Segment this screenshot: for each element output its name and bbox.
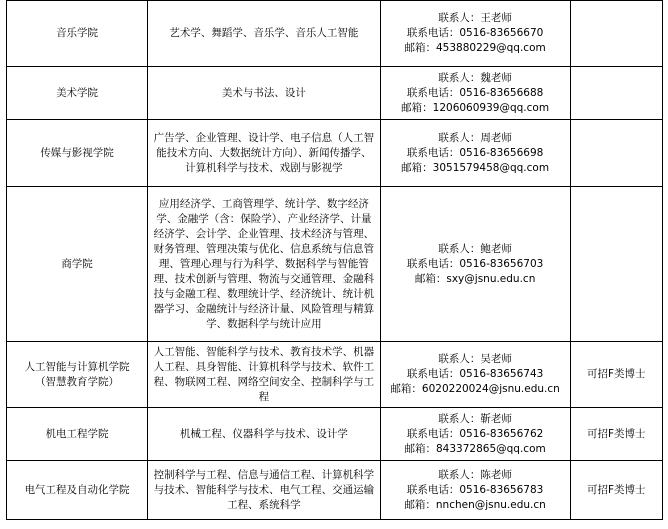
note-cell [570,120,662,187]
college-cell: 美术学院 [7,67,148,120]
contact-phone: 联系电话：0516-83656762 [406,427,544,440]
note-cell [570,187,662,342]
majors-text: 艺术学、舞蹈学、音乐学、音乐人工智能 [169,27,359,39]
table-row [7,342,663,408]
majors-text: 控制科学与工程、信息与通信工程、计算机科学与技术、智能科学与技术、电气工程、交通运输工程、系统科学 [153,468,375,511]
majors-text: 广告学、企业管理、设计学、电子信息（人工智能技术方向、大数据统计方向）、新闻传播学、计算机科学与技术、戏剧与影视学 [153,131,375,174]
contact-cell [380,67,570,120]
contact-phone: 联系电话：0516-83656688 [406,86,544,99]
majors-cell [148,342,381,408]
contact-cell [380,1,570,67]
majors-cell [148,187,381,342]
majors-cell [148,408,381,461]
contact-phone: 联系电话：0516-83656783 [406,483,544,496]
contact-email: 邮箱：3051579458@qq.com [401,161,550,174]
majors-cell [148,67,381,120]
college-cell: 电气工程及自动化学院 [7,461,148,520]
majors-text: 机械工程、仪器科学与技术、设计学 [179,427,348,440]
contact-person: 联系人：陈老师 [438,468,512,481]
contact-email: 邮箱：6020220024@jsnu.edu.cn [390,383,560,395]
contact-email: 邮箱：453880229@qq.com [404,42,546,54]
contact-person: 联系人：王老师 [438,12,512,24]
note-cell [570,1,662,67]
college-cell: 商学院 [7,187,148,342]
contact-email: 邮箱：nnchen@jsnu.edu.cn [404,498,546,511]
contact-phone: 联系电话：0516-83656743 [406,368,544,380]
contact-person: 联系人：周老师 [438,131,512,144]
table-body [7,1,663,520]
majors-text: 应用经济学、工商管理学、统计学、数字经济学、金融学（含：保险学）、产业经济学、计量经济学、会计学、企业管理、技术经济与管理、财务管理、管理决策与优化、信息系统与信息管理、管理心理与行为科学、数据科学与智能管理、技术创新与管理、物流与交通管理、金融科技与金融工程、数理统计学、经济统计、统计机器学习、金融统计与经济计量、风险管理与精算学、数据科学与统计应用 [153,197,375,330]
college-cell: 音乐学院 [7,1,148,67]
contact-email: 邮箱：sxy@jsnu.edu.cn [414,272,536,285]
majors-cell [148,1,381,67]
majors-cell [148,120,381,187]
table-row [7,461,663,520]
college-cell: 机电工程学院 [7,408,148,461]
contact-person: 联系人：魏老师 [438,71,512,84]
table-row [7,120,663,187]
contact-cell [380,342,570,408]
contact-person: 联系人：鲍老师 [438,242,512,255]
table-row [7,408,663,461]
table-row [7,67,663,120]
contact-email: 邮箱：843372865@qq.com [404,442,546,455]
note-cell: 可招F类博士 [570,461,662,520]
majors-text: 美术与书法、设计 [221,86,306,99]
contact-cell [380,120,570,187]
college-cell: 人工智能与计算机学院 （智慧教育学院） [7,342,148,408]
contact-phone: 联系电话：0516-83656698 [406,146,544,159]
majors-text: 人工智能、智能科学与技术、教育技术学、机器人工程、具身智能、计算机科学与技术、软件工程、物联网工程、网络空间安全、控制科学与工程 [153,345,375,403]
note-cell: 可招F类博士 [570,408,662,461]
contact-phone: 联系电话：0516-83656703 [406,257,544,270]
note-cell [570,67,662,120]
college-cell: 传媒与影视学院 [7,120,148,187]
table-row [7,187,663,342]
contact-cell [380,408,570,461]
contact-cell [380,187,570,342]
recruitment-table [6,0,663,520]
note-cell: 可招F类博士 [570,342,662,408]
contact-cell [380,461,570,520]
table-row [7,1,663,67]
contact-email: 邮箱：1206060939@qq.com [401,101,550,114]
contact-person: 联系人：靳老师 [438,412,512,425]
contact-phone: 联系电话：0516-83656670 [406,27,544,39]
contact-person: 联系人：吴老师 [438,353,512,365]
majors-cell [148,461,381,520]
